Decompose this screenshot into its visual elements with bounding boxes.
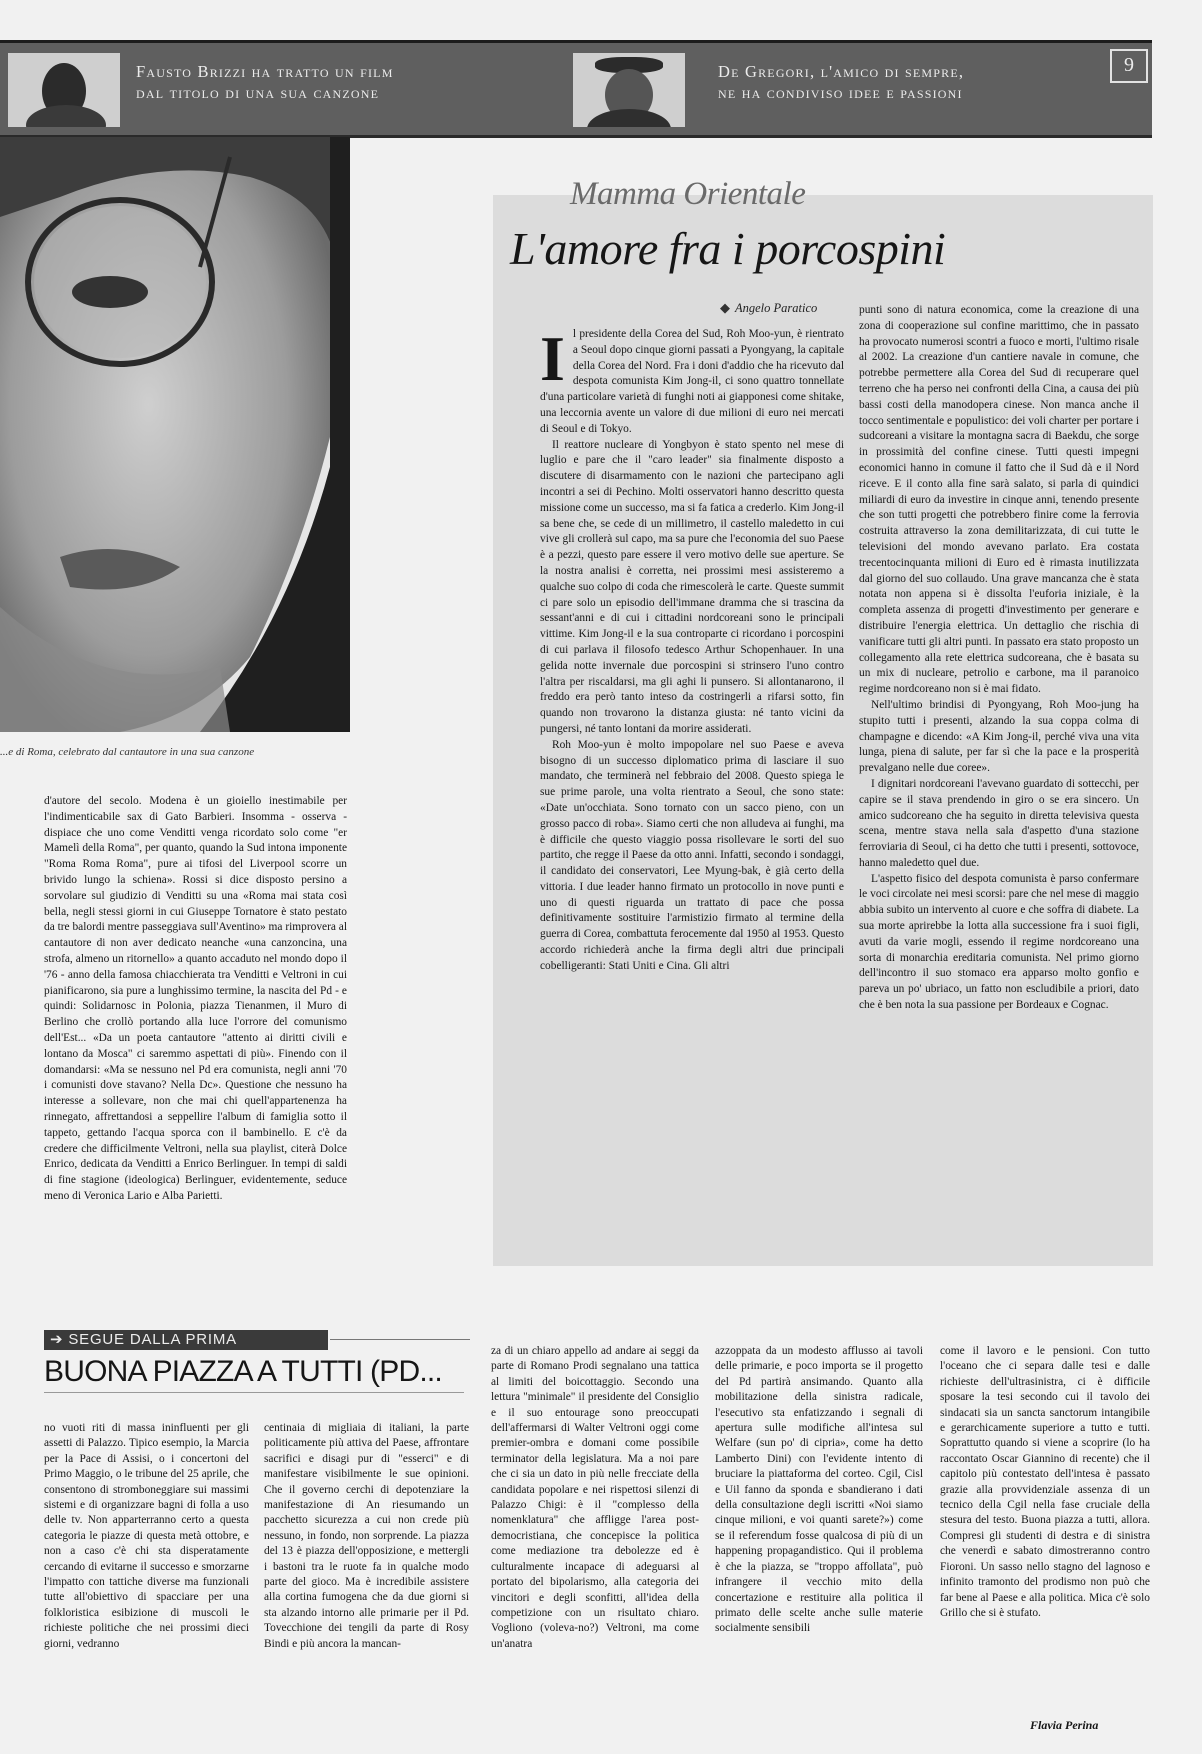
feature-paragraph: Nell'ultimo brindisi di Pyongyang, Roh Moo-jung ha stupito tutti i presenti, alzando la sua coppa colma di champagne e dicendo: «A Kim Jong-il, perché viva una vita lunga, piena di salute, per far sì che la pace e la prosperità prevalgano nelle due coree». (859, 698, 1139, 775)
continued-label: ➔ SEGUE DALLA PRIMA (44, 1330, 328, 1350)
feature-column-1 (540, 323, 844, 975)
header-headline-left: Fausto Brizzi ha tratto un film dal titolo di una sua canzone (136, 62, 394, 102)
feature-title: L'amore fra i porcospini (510, 223, 946, 274)
feature-paragraph: Il reattore nucleare di Yongbyon è stato spento nel mese di luglio e pare che il "caro leader" sia finalmente disposto a discutere di disarmamento con le nazioni che partecipano agli incontri a sei di Pechino. Molti osservatori hanno descritto questa missione come un successo, ma si fa fatica a crederlo. Kim Jong-il sa bene che, se cede di un millimetro, il castello maledetto in cui vive gli crollerà sul capo, ma sa pure che l'economia del suo Paese è a pezzi, questo pare essere il vero motivo delle sue aperture. Se la nostra analisi è corretta, nei prossimi mesi assisteremo a qualche suo colpo di coda che rimescolerà le carte. Queste summit ci pare solo un episodio dell'immane dramma che si trascina da sessant'anni e di cui i cittadini nordcoreani sono le principali vittime. Kim Jong-il e la sua controparte ci ricordano i porcospini di cui parlava il filosofo tedesco Arthur Schopenhauer. In una gelida notte invernale due porcospini si strinsero l'uno contro l'altra per riscaldarsi, ma gli aghi li punsero. Si allontanarono, il freddo era però tanto inteso da costringerli a rifarsi sotto, fin quando non trovarono la distanza giusta: né tanto vicini da pungersi, né tanto lontani da morire assiderati. (540, 438, 844, 735)
feature-paragraph: L'aspetto fisico del despota comunista è parso confermare le voci circolate nei mesi scorsi: pare che nel mese di maggio abbia subito un intervento al cuore e che soffra di diabete. La sua morte aprirebbe la lotta alla successione fra i suoi figli, avuti da varie mogli, essendo il regime nordcoreano una sorta di monarchia ereditaria comunista. Nel primo giorno dell'incontro il suo stomaco era apparso molto gonfio e pareva un po' ubriaco, un fatto non escludibile a priori, dato che è ben nota la sua passione per Bordeaux e Cognac. (859, 872, 1139, 1012)
header-photo-left (8, 53, 120, 127)
bottom-column-1: no vuoti riti di massa ininfluenti per gli assetti di Palazzo. Tipico esempio, la Marcia per la Pace di Assisi, o i concertoni del Primo Maggio, o le tribune del 25 aprile, che consentono di stromboneggiare sui massimi sistemi e di organizzare bagni di folla a uso delle tv. Non apparterranno certo a questa categoria le piazze di questa metà ottobre, e non a caso c'è chi sta disperatamente cercando di evitarne il successo e smorzarne l'impatto con tattiche diverse ma funzionali tutte all'obiettivo di spacciare per una folkloristica esibizione di muscoli le richieste politiche che nei prossimi dieci giorni, vedranno (44, 1422, 249, 1650)
left-column-paragraph: d'autore del secolo. Modena è un gioiello inestimabile per l'indimenticabile sax di Gato Barbieri. Insomma - osserva - dispiace che uno come Venditti venga ricordato solo come "er Mamelì della Roma", per quanto, quando la Sud intona imponente "Roma Roma Roma", pure ai tifosi del Liverpool scorre un brivido lungo la schiena». Rossi si dice disposto persino a sorvolare sul giudizio di Venditti su una «Roma mai stata così bella, negli stessi giorni in cui Giuseppe Tornatore è stato pestato da tre balordi mentre passeggiava sull'Aventino» ma rimprovera al cantautore di non aver dedicato neanche «una canzoncina, una strofa, almeno un ritornello» a quanto accaduto nel mondo dopo il '76 - anno della famosa chiacchierata tra Venditti e Veltroni in cui pianificarono, sia pure a lunghissimo termine, la nascita del Pd - e quindi: Solidarnosc in Polonia, piazza Tienanmen, il Muro di Berlino che crollò portando alla luce l'orrore del comunismo dell'Est... «Da un poeta cantautore "attento ai diritti civili e lontano da Mosca" ci saremmo aspettati di più». Finendo con il domandarsi: «Ma se nessuno nel Pd era comunista, negli anni '70 i comunisti dove stavano? Nella Dc». Questione che nessuno ha interesse a sollevare, non che mai chi quell'appartenenza ha rinnegato, affrettandosi a seppellire l'album di famiglia sotto il tappeto, gettando l'acqua sporca con il bambinello. E c'è da credere che difficilmente Veltroni, nella sua playlist, citerà Dolce Enrico, dedicata da Venditti a Enrico Berlinguer. In tempi di saldi di fine stagione (ideologica) Berlinguer, evidentemente, seduce meno di Veronica Lario e Alba Parietti. (44, 795, 347, 1202)
feature-paragraph: punti sono di natura economica, come la creazione di una zona di cooperazione sul confine marittimo, che in passato ha provocato numerosi scontri a fuoco e morti, l'ultimo risale al 2002. La creazione d'un cantiere navale in comune, che potrebbe permettere alla Corea del Sud di recuperare quel terreno che ha perso nei confronti della Cina, a causa dei più bassi costi della manodopera cinese. Non manca anche il tocco sentimentale e populistico: dei voli charter per portare i sudcoreani a visitare la montagna sacra di Baekdu, che sorge in prossimità del confine cinese. Tutti questi impegni economici hanno in comune il fatto che il Sud dà e il Nord riceve. E il conto alla fine sarà salato, si parla di quindici miliardi di euro da investire in cinque anni, tenendo presente che son tutti progetti che potrebbero finire come la ferrovia costruita attraverso la zona demilitarizzata, di cui tutte le televisioni del mondo avevano parlato. Era costata trecentocinquanta milioni di Euro ed è rimasta inutilizzata dal giorno del suo collaudo. Una grave mancanza che è stata notata non appena si è dissolta l'euforia iniziale, è la completa assenza di progetti d'investimento per generare e distribuire l'energia elettrica. Un dettaglio che rischia di vanificare tutti gli altri punti. In passato era stato proposto un collegamento alla rete elettrica sudcoreana, che è basata su un mix di nucleare, petrolio e carbone, ma il paranoico regime nordcoreano non si è mai fidato. (859, 304, 1139, 696)
header-photo-right (573, 53, 685, 127)
bottom-column-3: za di un chiaro appello ad andare ai seggi da parte di Romano Prodi segnalano una tattica al limiti del boicottaggio. Secondo una lettura "minimale" il presidente del Consiglio e il suo entourage sono preoccupati dell'affermarsi di Walter Veltroni oggi come premier-ombra e domani come possibile terminator della legislatura. Ma a noi pare che ci sia un dato in più nelle frecciate della candidata popolare e nei rispettosi silenzi di Palazzo Chigi: è il "complesso della nomenklatura" che affligge l'area post-democristiana, che concepisce la politica come mediazione tra debolezze ed è culturalmente incapace di adeguarsi al portato del bipolarismo, alla categoria dei vincitori e degli sconfitti, all'idea della competizione con un risultato chiaro. Vogliono (voleva-no?) Veltroni, ma come un'anatra (491, 1345, 699, 1650)
drop-cap: I (540, 323, 565, 394)
column-rubric: Mamma Orientale (570, 176, 806, 212)
feature-paragraph: Roh Moo-yun è molto impopolare nel suo Paese e aveva bisogno di un successo diplomatico prima di lasciare il suo mandato, che terminerà nel febbraio del 2008. Questo spiega le sue prime parole, una volta rientrato a Seoul, che sono state: «Date un'occhiata. Sono tornato con un sacco pieno, con un grosso pacco di roba». Siamo certi che non alludeva ai funghi, ma è difficile che questo viaggio possa risollevare le sorti del suo partito, che regge il Paese da otto anni. Infatti, secondo i sondaggi, il candidato dei conservatori, Lee Myung-bak, è già certo della vittoria. I due leader hanno firmato un protocollo in nove punti e uno di questi riguarda un trattato di pace che possa definitivamente sostituire l'armistizio firmato al termine della guerra di Corea, combattuta ferocemente dal 1950 al 1953. Questo accordo richiederà anche la firma degli altri due principali cobelligeranti: Stati Uniti e Cina. Gli altri (540, 738, 844, 972)
feature-byline: Angelo Paratico (735, 301, 818, 315)
bottom-column-2: centinaia di migliaia di italiani, la parte politicamente più attiva del Paese, affrontare sacrifici e disagi pur di "esserci" e di manifestare visibilmente le sue opinioni. Che il governo cerchi di depotenziare la manifestazione di An riesumando un pacchetto sicurezza a cui non crede più nessuno, in fondo, non sorprende. La piazza del 13 è piazza dell'opposizione, e mettergli i bastoni tra le ruote fa in qualche modo parte del gioco. Ma è incredibile assistere alla cortina fumogena che da due giorni si sta alzando intorno alle primarie per il Pd. Tovecchione dei tengili da parte di Rosy Bindi e più ancora la mancan- (264, 1422, 469, 1650)
feature-paragraph: I dignitari nordcoreani l'avevano guardato di sottecchi, per capire se il stava prendendo in giro o se era sincero. Un amico sudcoreano che ha seguito in diretta televisiva questa scena, mentre stava nella sala d'aspetto d'una stazione ferroviaria di Seoul, ci ha detto che tutti i presenti, sottovoce, hanno maledetto quel due. (859, 777, 1139, 869)
bottom-headline: BUONA PIAZZA A TUTTI (PD... (44, 1355, 442, 1388)
byline-diamond-icon: ◆ (720, 300, 730, 315)
headline-rule (44, 1392, 464, 1393)
portrait-illustration (0, 137, 350, 732)
portrait-photo (0, 137, 350, 732)
bottom-column-5: come il lavoro e le pensioni. Con tutto l'oceano che ci separa dalle tesi e dalle richieste dell'ultrasinistra, ci è difficile sposare la tesi secondo cui il tavolo dei sindacati sia un sancta sanctorum intangibile e gerarchicamente superiore a tutto e tutti. Soprattutto quando si viene a scoprire (lo ha raccontato Oscar Giannino di recente) che il capitolo più contestato dell'intesa è passato grazie alla provvidenziale assenza di un tecnico della Cgil nella fase cruciale della stesura del testo. Buona piazza a tutti, allora. Compresi gli studenti di destra e di sinistra che venerdì e sabato dimostreranno contro Fioroni. Un sasso nello stagno del lagnoso e infinito tramonto del prodismo non può che far bene al Paese e alla politica. Mica c'è solo Grillo che si è stufato. (940, 1345, 1150, 1619)
header-headline-right: De Gregori, l'amico di sempre, ne ha condiviso idee e passioni (718, 62, 965, 102)
page-header (0, 40, 1152, 138)
bottom-column-4: azzoppata da un modesto afflusso ai tavoli delle primarie, e poco importa se il progetto del Pd partirà ansimando. Quanto alla mobilitazione della sinistra radicale, l'esecutivo sta enfatizzando i segnali di apertura sulle modifiche all'intesa sul Welfare (sun po' di cipria», come ha detto Lamberto Dini) con l'evidente intento di bruciare la piattaforma del corteo. Cgil, Cisl e Uil fanno da sponda e sbandierano i dati della consultazione degli iscritti «Noi siamo cinque milioni, e voi quanti sarete?») come se il referendum fosse qualcosa di più di un happening propagandistico. Qui il problema è che la piazza, se "troppo affollata", può infrangere il vecchio mito della concertazione e restituire alla politica il primato delle scelte anche sulle materie socialmente sensibili (715, 1345, 923, 1635)
feature-column-2 (859, 303, 1139, 1014)
photo-caption: ...e di Roma, celebrato dal cantautore in una sua canzone (0, 746, 255, 758)
left-column-text (44, 794, 347, 1205)
section-divider (330, 1339, 470, 1340)
page-number: 9 (1110, 49, 1148, 83)
feature-paragraph: Il presidente della Corea del Sud, Roh Moo-yun, è rientrato a Seoul dopo cinque giorni passati a Pyongyang, la capitale della Corea del Nord. Fra i doni d'addio che ha ricevuto dal despota comunista Kim Jong-il, ci sono quattro tonnellate d'una particolare varietà di funghi noti ai giapponesi come shitake, una leccornia avente un valore di due milioni di euro nei mercati di Seoul e di Tokyo. (540, 323, 844, 435)
author-signature: Flavia Perina (1030, 1718, 1099, 1732)
